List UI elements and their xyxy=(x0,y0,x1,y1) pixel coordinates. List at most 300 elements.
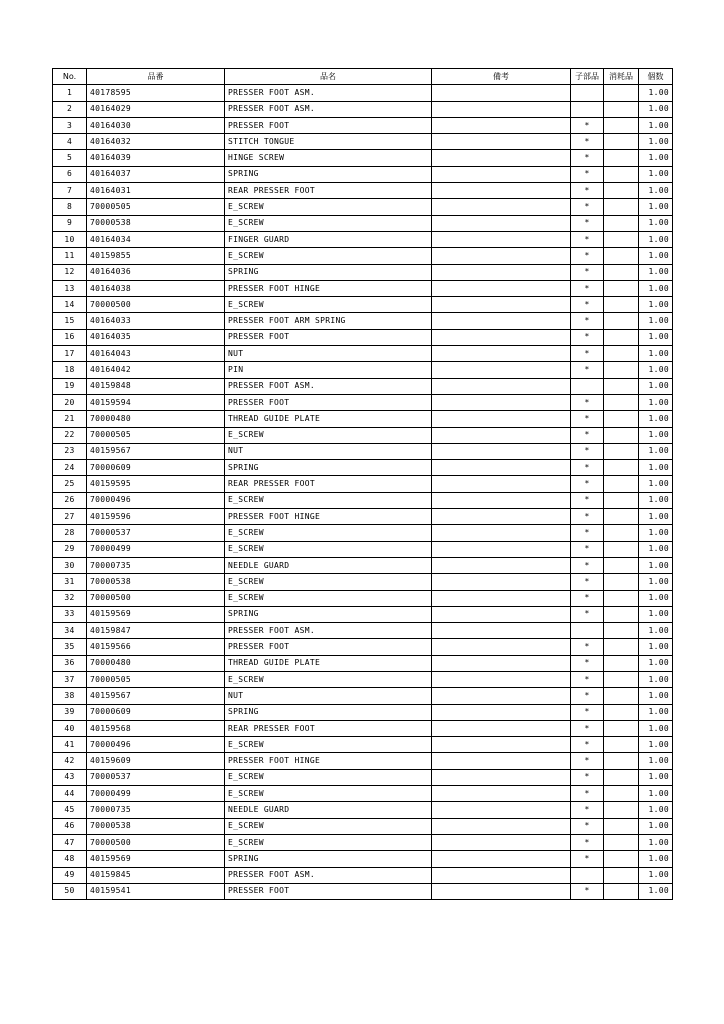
cell-child-part: * xyxy=(571,590,604,606)
cell-child-part: * xyxy=(571,541,604,557)
cell-no: 8 xyxy=(53,199,87,215)
cell-consumable xyxy=(604,720,639,736)
cell-consumable xyxy=(604,248,639,264)
table-row xyxy=(53,720,673,736)
cell-remarks xyxy=(432,753,571,769)
cell-qty: 1.00 xyxy=(639,346,673,362)
table-row xyxy=(53,460,673,476)
cell-name: E_SCREW xyxy=(225,297,432,313)
cell-no: 34 xyxy=(53,623,87,639)
cell-child-part: * xyxy=(571,557,604,573)
cell-child-part: * xyxy=(571,492,604,508)
cell-remarks xyxy=(432,834,571,850)
cell-name: PRESSER FOOT xyxy=(225,329,432,345)
table-row xyxy=(53,492,673,508)
cell-remarks xyxy=(432,297,571,313)
parts-list-table xyxy=(52,68,673,900)
cell-remarks xyxy=(432,671,571,687)
cell-remarks xyxy=(432,509,571,525)
cell-remarks xyxy=(432,117,571,133)
cell-child-part: * xyxy=(571,574,604,590)
cell-name: PRESSER FOOT ARM SPRING xyxy=(225,313,432,329)
table-row xyxy=(53,639,673,655)
cell-qty: 1.00 xyxy=(639,802,673,818)
table-row xyxy=(53,476,673,492)
cell-qty: 1.00 xyxy=(639,818,673,834)
cell-remarks xyxy=(432,606,571,622)
cell-name: E_SCREW xyxy=(225,574,432,590)
cell-remarks xyxy=(432,313,571,329)
cell-remarks xyxy=(432,329,571,345)
cell-consumable xyxy=(604,427,639,443)
cell-qty: 1.00 xyxy=(639,460,673,476)
cell-remarks xyxy=(432,818,571,834)
cell-qty: 1.00 xyxy=(639,623,673,639)
cell-qty: 1.00 xyxy=(639,313,673,329)
table-row xyxy=(53,557,673,573)
cell-no: 43 xyxy=(53,769,87,785)
cell-child-part: * xyxy=(571,231,604,247)
header-no: No. xyxy=(53,69,87,85)
cell-name: E_SCREW xyxy=(225,541,432,557)
cell-no: 25 xyxy=(53,476,87,492)
cell-no: 49 xyxy=(53,867,87,883)
cell-remarks xyxy=(432,476,571,492)
cell-qty: 1.00 xyxy=(639,834,673,850)
cell-name: PRESSER FOOT xyxy=(225,117,432,133)
cell-consumable xyxy=(604,362,639,378)
cell-name: HINGE SCREW xyxy=(225,150,432,166)
cell-remarks xyxy=(432,443,571,459)
cell-consumable xyxy=(604,867,639,883)
cell-remarks xyxy=(432,786,571,802)
cell-remarks xyxy=(432,150,571,166)
cell-remarks xyxy=(432,411,571,427)
cell-part-no: 70000735 xyxy=(87,557,225,573)
cell-no: 20 xyxy=(53,394,87,410)
cell-part-no: 70000500 xyxy=(87,834,225,850)
header-name: 品名 xyxy=(225,69,432,85)
table-row xyxy=(53,704,673,720)
cell-child-part: * xyxy=(571,720,604,736)
cell-name: REAR PRESSER FOOT xyxy=(225,183,432,199)
cell-qty: 1.00 xyxy=(639,117,673,133)
cell-no: 1 xyxy=(53,85,87,101)
table-row xyxy=(53,753,673,769)
cell-qty: 1.00 xyxy=(639,443,673,459)
cell-consumable xyxy=(604,394,639,410)
cell-part-no: 70000609 xyxy=(87,460,225,476)
cell-part-no: 70000480 xyxy=(87,411,225,427)
cell-child-part xyxy=(571,623,604,639)
cell-part-no: 40159848 xyxy=(87,378,225,394)
cell-remarks xyxy=(432,378,571,394)
cell-name: PRESSER FOOT xyxy=(225,639,432,655)
cell-name: SPRING xyxy=(225,606,432,622)
cell-no: 3 xyxy=(53,117,87,133)
cell-qty: 1.00 xyxy=(639,851,673,867)
table-row xyxy=(53,655,673,671)
table-row xyxy=(53,346,673,362)
cell-part-no: 40164033 xyxy=(87,313,225,329)
cell-consumable xyxy=(604,231,639,247)
table-row xyxy=(53,623,673,639)
cell-qty: 1.00 xyxy=(639,574,673,590)
cell-no: 47 xyxy=(53,834,87,850)
cell-consumable xyxy=(604,460,639,476)
cell-name: PRESSER FOOT ASM. xyxy=(225,101,432,117)
cell-consumable xyxy=(604,671,639,687)
table-row xyxy=(53,427,673,443)
cell-name: PRESSER FOOT ASM. xyxy=(225,867,432,883)
cell-qty: 1.00 xyxy=(639,476,673,492)
cell-no: 6 xyxy=(53,166,87,182)
cell-part-no: 40159595 xyxy=(87,476,225,492)
cell-no: 5 xyxy=(53,150,87,166)
table-row xyxy=(53,606,673,622)
cell-qty: 1.00 xyxy=(639,688,673,704)
cell-part-no: 40164030 xyxy=(87,117,225,133)
cell-consumable xyxy=(604,150,639,166)
cell-name: REAR PRESSER FOOT xyxy=(225,720,432,736)
cell-name: SPRING xyxy=(225,460,432,476)
table-row xyxy=(53,574,673,590)
cell-child-part: * xyxy=(571,802,604,818)
cell-qty: 1.00 xyxy=(639,166,673,182)
cell-part-no: 40164029 xyxy=(87,101,225,117)
cell-consumable xyxy=(604,199,639,215)
cell-name: E_SCREW xyxy=(225,834,432,850)
cell-child-part: * xyxy=(571,329,604,345)
cell-no: 9 xyxy=(53,215,87,231)
cell-name: E_SCREW xyxy=(225,492,432,508)
cell-no: 12 xyxy=(53,264,87,280)
cell-remarks xyxy=(432,590,571,606)
cell-name: SPRING xyxy=(225,704,432,720)
table-row xyxy=(53,590,673,606)
cell-name: PRESSER FOOT ASM. xyxy=(225,85,432,101)
cell-name: PRESSER FOOT HINGE xyxy=(225,280,432,296)
cell-qty: 1.00 xyxy=(639,427,673,443)
cell-consumable xyxy=(604,378,639,394)
cell-child-part: * xyxy=(571,606,604,622)
cell-name: E_SCREW xyxy=(225,769,432,785)
cell-child-part: * xyxy=(571,834,604,850)
cell-part-no: 70000500 xyxy=(87,590,225,606)
cell-part-no: 70000505 xyxy=(87,427,225,443)
cell-remarks xyxy=(432,574,571,590)
cell-consumable xyxy=(604,606,639,622)
cell-remarks xyxy=(432,264,571,280)
cell-no: 23 xyxy=(53,443,87,459)
cell-child-part xyxy=(571,378,604,394)
cell-child-part xyxy=(571,85,604,101)
cell-part-no: 40164032 xyxy=(87,134,225,150)
cell-remarks xyxy=(432,802,571,818)
cell-child-part: * xyxy=(571,280,604,296)
cell-child-part: * xyxy=(571,117,604,133)
table-row xyxy=(53,85,673,101)
cell-no: 33 xyxy=(53,606,87,622)
cell-qty: 1.00 xyxy=(639,557,673,573)
table-row xyxy=(53,280,673,296)
cell-child-part: * xyxy=(571,248,604,264)
cell-qty: 1.00 xyxy=(639,215,673,231)
table-row xyxy=(53,362,673,378)
cell-name: E_SCREW xyxy=(225,818,432,834)
cell-remarks xyxy=(432,525,571,541)
cell-no: 21 xyxy=(53,411,87,427)
cell-qty: 1.00 xyxy=(639,606,673,622)
cell-remarks xyxy=(432,720,571,736)
cell-remarks xyxy=(432,557,571,573)
cell-part-no: 40164034 xyxy=(87,231,225,247)
cell-no: 30 xyxy=(53,557,87,573)
cell-name: E_SCREW xyxy=(225,248,432,264)
cell-consumable xyxy=(604,134,639,150)
cell-part-no: 70000735 xyxy=(87,802,225,818)
cell-child-part: * xyxy=(571,786,604,802)
cell-no: 42 xyxy=(53,753,87,769)
cell-name: E_SCREW xyxy=(225,199,432,215)
cell-child-part: * xyxy=(571,346,604,362)
cell-name: NUT xyxy=(225,346,432,362)
cell-part-no: 40159594 xyxy=(87,394,225,410)
cell-remarks xyxy=(432,280,571,296)
cell-remarks xyxy=(432,134,571,150)
cell-no: 13 xyxy=(53,280,87,296)
cell-part-no: 70000537 xyxy=(87,525,225,541)
cell-remarks xyxy=(432,183,571,199)
table-row xyxy=(53,737,673,753)
table-row xyxy=(53,802,673,818)
cell-part-no: 70000496 xyxy=(87,492,225,508)
cell-part-no: 40164042 xyxy=(87,362,225,378)
cell-child-part: * xyxy=(571,443,604,459)
header-consumable: 消耗品 xyxy=(604,69,639,85)
cell-child-part: * xyxy=(571,688,604,704)
cell-consumable xyxy=(604,688,639,704)
cell-consumable xyxy=(604,704,639,720)
cell-no: 26 xyxy=(53,492,87,508)
cell-child-part: * xyxy=(571,769,604,785)
cell-name: THREAD GUIDE PLATE xyxy=(225,655,432,671)
cell-no: 22 xyxy=(53,427,87,443)
cell-part-no: 70000537 xyxy=(87,769,225,785)
cell-name: E_SCREW xyxy=(225,737,432,753)
cell-name: FINGER GUARD xyxy=(225,231,432,247)
cell-consumable xyxy=(604,411,639,427)
cell-name: E_SCREW xyxy=(225,786,432,802)
cell-name: NUT xyxy=(225,443,432,459)
cell-name: E_SCREW xyxy=(225,525,432,541)
cell-consumable xyxy=(604,101,639,117)
cell-no: 24 xyxy=(53,460,87,476)
cell-child-part: * xyxy=(571,199,604,215)
cell-consumable xyxy=(604,509,639,525)
table-row xyxy=(53,231,673,247)
cell-qty: 1.00 xyxy=(639,639,673,655)
cell-qty: 1.00 xyxy=(639,264,673,280)
cell-child-part: * xyxy=(571,704,604,720)
cell-consumable xyxy=(604,215,639,231)
cell-no: 40 xyxy=(53,720,87,736)
cell-part-no: 70000480 xyxy=(87,655,225,671)
cell-no: 19 xyxy=(53,378,87,394)
cell-qty: 1.00 xyxy=(639,134,673,150)
cell-part-no: 40164038 xyxy=(87,280,225,296)
cell-consumable xyxy=(604,346,639,362)
cell-part-no: 40164031 xyxy=(87,183,225,199)
table-row xyxy=(53,378,673,394)
cell-qty: 1.00 xyxy=(639,280,673,296)
cell-child-part: * xyxy=(571,427,604,443)
cell-no: 14 xyxy=(53,297,87,313)
cell-part-no: 70000609 xyxy=(87,704,225,720)
cell-name: E_SCREW xyxy=(225,215,432,231)
cell-no: 32 xyxy=(53,590,87,606)
cell-remarks xyxy=(432,215,571,231)
cell-part-no: 70000505 xyxy=(87,671,225,687)
cell-qty: 1.00 xyxy=(639,704,673,720)
cell-name: SPRING xyxy=(225,264,432,280)
cell-name: NUT xyxy=(225,688,432,704)
cell-part-no: 40159568 xyxy=(87,720,225,736)
cell-name: SPRING xyxy=(225,166,432,182)
table-header-row xyxy=(53,69,673,85)
cell-no: 7 xyxy=(53,183,87,199)
cell-part-no: 70000538 xyxy=(87,818,225,834)
cell-no: 36 xyxy=(53,655,87,671)
table-row xyxy=(53,541,673,557)
table-row xyxy=(53,411,673,427)
cell-name: PRESSER FOOT xyxy=(225,883,432,899)
table-row xyxy=(53,101,673,117)
cell-remarks xyxy=(432,623,571,639)
cell-name: PRESSER FOOT ASM. xyxy=(225,378,432,394)
cell-child-part: * xyxy=(571,509,604,525)
cell-no: 39 xyxy=(53,704,87,720)
cell-consumable xyxy=(604,166,639,182)
cell-remarks xyxy=(432,427,571,443)
cell-name: PIN xyxy=(225,362,432,378)
cell-consumable xyxy=(604,574,639,590)
cell-remarks xyxy=(432,85,571,101)
cell-qty: 1.00 xyxy=(639,85,673,101)
cell-name: PRESSER FOOT ASM. xyxy=(225,623,432,639)
cell-child-part xyxy=(571,867,604,883)
cell-consumable xyxy=(604,280,639,296)
cell-qty: 1.00 xyxy=(639,231,673,247)
table-row xyxy=(53,248,673,264)
cell-qty: 1.00 xyxy=(639,655,673,671)
cell-name: THREAD GUIDE PLATE xyxy=(225,411,432,427)
cell-no: 17 xyxy=(53,346,87,362)
cell-child-part: * xyxy=(571,134,604,150)
cell-consumable xyxy=(604,183,639,199)
cell-qty: 1.00 xyxy=(639,329,673,345)
cell-qty: 1.00 xyxy=(639,297,673,313)
cell-qty: 1.00 xyxy=(639,671,673,687)
cell-consumable xyxy=(604,541,639,557)
cell-qty: 1.00 xyxy=(639,525,673,541)
cell-remarks xyxy=(432,231,571,247)
cell-consumable xyxy=(604,313,639,329)
cell-name: SPRING xyxy=(225,851,432,867)
table-row xyxy=(53,883,673,899)
table-row xyxy=(53,688,673,704)
cell-name: PRESSER FOOT xyxy=(225,394,432,410)
table-row xyxy=(53,769,673,785)
cell-consumable xyxy=(604,590,639,606)
cell-no: 44 xyxy=(53,786,87,802)
cell-qty: 1.00 xyxy=(639,753,673,769)
cell-part-no: 70000499 xyxy=(87,541,225,557)
cell-remarks xyxy=(432,883,571,899)
table-row xyxy=(53,867,673,883)
cell-qty: 1.00 xyxy=(639,394,673,410)
cell-remarks xyxy=(432,867,571,883)
cell-part-no: 70000499 xyxy=(87,786,225,802)
cell-name: E_SCREW xyxy=(225,427,432,443)
cell-consumable xyxy=(604,769,639,785)
header-child-part: 子部品 xyxy=(571,69,604,85)
cell-part-no: 40159569 xyxy=(87,851,225,867)
cell-remarks xyxy=(432,248,571,264)
table-row xyxy=(53,394,673,410)
cell-remarks xyxy=(432,346,571,362)
cell-qty: 1.00 xyxy=(639,509,673,525)
cell-child-part: * xyxy=(571,639,604,655)
cell-part-no: 40164035 xyxy=(87,329,225,345)
cell-part-no: 40159566 xyxy=(87,639,225,655)
cell-name: PRESSER FOOT HINGE xyxy=(225,753,432,769)
cell-child-part: * xyxy=(571,671,604,687)
cell-consumable xyxy=(604,329,639,345)
table-row xyxy=(53,117,673,133)
cell-consumable xyxy=(604,264,639,280)
cell-part-no: 40164039 xyxy=(87,150,225,166)
table-row xyxy=(53,313,673,329)
table-row xyxy=(53,183,673,199)
cell-child-part: * xyxy=(571,297,604,313)
cell-child-part: * xyxy=(571,313,604,329)
table-row xyxy=(53,786,673,802)
cell-consumable xyxy=(604,525,639,541)
cell-consumable xyxy=(604,786,639,802)
cell-child-part: * xyxy=(571,883,604,899)
cell-consumable xyxy=(604,476,639,492)
cell-part-no: 40159855 xyxy=(87,248,225,264)
table-row xyxy=(53,834,673,850)
cell-qty: 1.00 xyxy=(639,541,673,557)
cell-remarks xyxy=(432,688,571,704)
cell-qty: 1.00 xyxy=(639,248,673,264)
cell-qty: 1.00 xyxy=(639,183,673,199)
cell-no: 45 xyxy=(53,802,87,818)
cell-child-part: * xyxy=(571,215,604,231)
table-row xyxy=(53,297,673,313)
cell-no: 27 xyxy=(53,509,87,525)
cell-no: 2 xyxy=(53,101,87,117)
cell-part-no: 40159847 xyxy=(87,623,225,639)
cell-qty: 1.00 xyxy=(639,411,673,427)
cell-qty: 1.00 xyxy=(639,883,673,899)
cell-no: 31 xyxy=(53,574,87,590)
cell-no: 48 xyxy=(53,851,87,867)
table-row xyxy=(53,329,673,345)
cell-consumable xyxy=(604,639,639,655)
